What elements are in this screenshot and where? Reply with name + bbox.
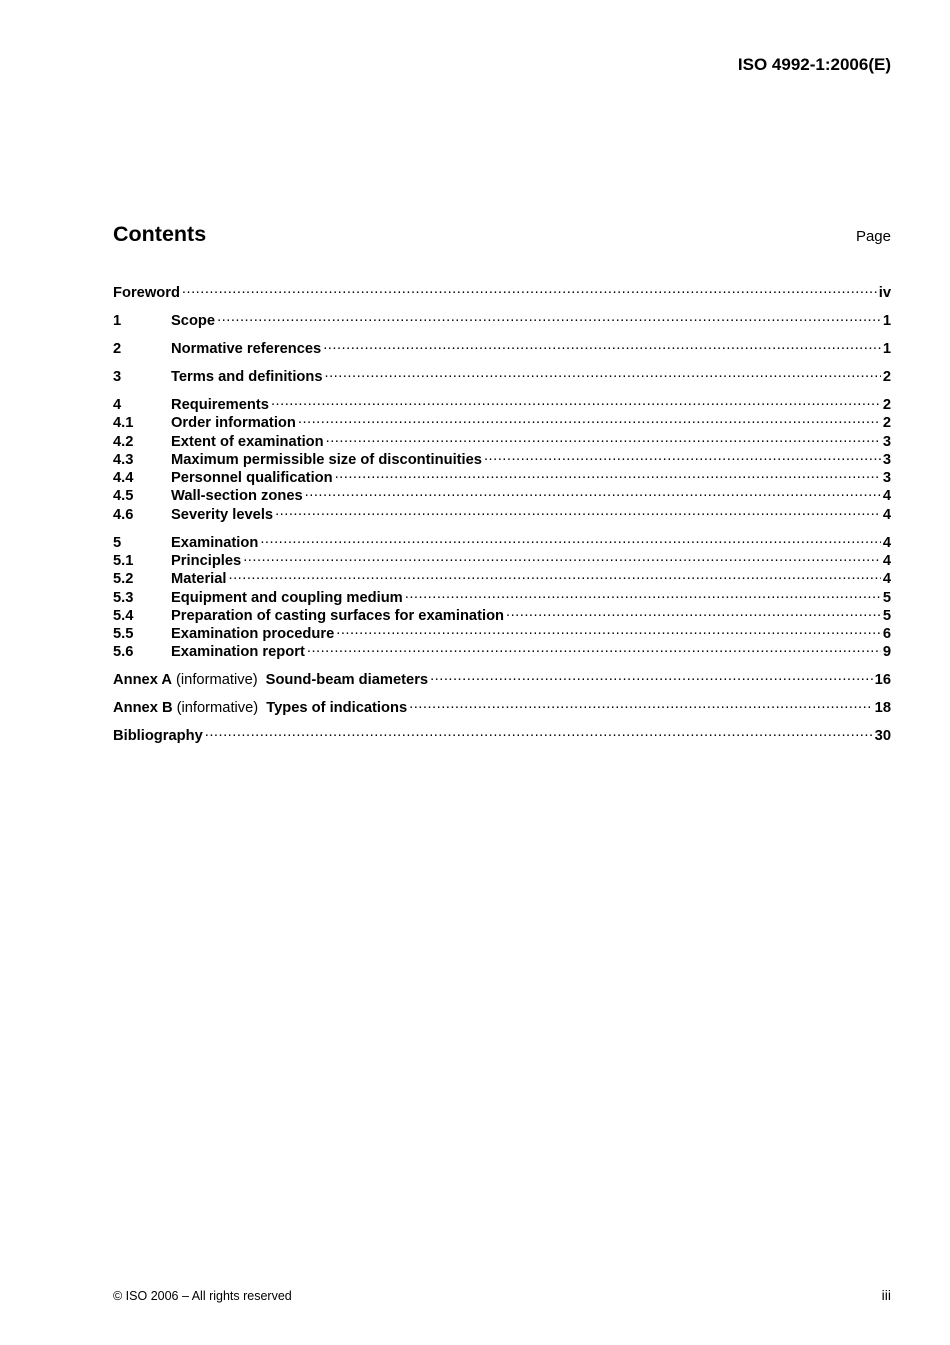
toc-entry-number: 4.5 [113, 488, 134, 505]
toc-entry-number: 5.6 [113, 644, 134, 661]
toc-entry-title: Sound-beam diameters [265, 672, 429, 689]
contents-title: Contents [113, 222, 207, 246]
toc-entry-number: 4.2 [113, 433, 134, 450]
toc-entry-number: 4.4 [113, 470, 134, 487]
toc-entry-annex-label: Annex B [113, 700, 173, 717]
dot-leader [260, 533, 880, 547]
toc-entry-number: 1 [113, 312, 122, 329]
toc-entry-examination-procedure[interactable] [113, 624, 891, 642]
dot-leader [325, 367, 881, 381]
toc-entry-title: Order information [171, 415, 296, 432]
dot-leader [205, 726, 873, 740]
toc-entry-title: Severity levels [171, 506, 274, 523]
toc-entry-severity-levels[interactable] [113, 505, 891, 523]
toc-entry-page: 4 [882, 534, 891, 551]
dot-leader [506, 606, 881, 620]
toc-entry-examination-report[interactable] [113, 642, 891, 660]
toc-entry-material[interactable] [113, 569, 891, 587]
toc-entry-annex-type: (informative) [176, 700, 259, 717]
toc-entry-page: 3 [882, 433, 891, 450]
toc-entry-page: 4 [882, 571, 891, 588]
dot-leader [307, 642, 881, 656]
toc-entry-page: 16 [874, 672, 891, 689]
toc-entry-foreword[interactable] [113, 283, 891, 301]
toc-entry-number: 5.4 [113, 607, 134, 624]
dot-leader [305, 486, 881, 500]
toc-entry-page: 2 [882, 415, 891, 432]
toc-entry-number: 4.6 [113, 506, 134, 523]
toc-entry-page: 6 [882, 626, 891, 643]
toc-entry-title: Examination procedure [171, 626, 335, 643]
toc-entry-title: Principles [171, 553, 242, 569]
toc-entry-page: 2 [882, 396, 891, 413]
footer-page-number: iii [881, 1287, 891, 1303]
toc-entry-page: 30 [874, 728, 891, 745]
toc-entry-annex-a[interactable] [113, 670, 891, 688]
toc-entry-page: iv [878, 285, 891, 301]
dot-leader [484, 450, 881, 464]
toc-entry-page: 1 [882, 312, 891, 329]
toc-entry-title: Scope [171, 312, 216, 329]
dot-leader [336, 624, 881, 638]
toc-entry-number: 5 [113, 534, 122, 551]
toc-entry-title: Examination report [171, 644, 305, 661]
toc-entry-number: 4 [113, 396, 122, 413]
toc-entry-annex-type: (informative) [176, 672, 258, 689]
toc-entry-equipment-and-coupling-medium[interactable] [113, 588, 891, 606]
toc-entry-title: Preparation of casting surfaces for examination [171, 607, 505, 624]
toc-entry-page: 5 [882, 589, 891, 606]
toc-entry-title: Material [171, 571, 227, 588]
footer-copyright: © ISO 2006 – All rights reserved [113, 1289, 292, 1303]
toc-entry-page: 5 [882, 607, 891, 624]
toc-entry-page: 1 [882, 340, 891, 357]
toc-entry-title: Equipment and coupling medium [171, 589, 403, 606]
toc-entry-order-information[interactable] [113, 413, 891, 431]
toc-entry-page: 9 [882, 644, 891, 661]
toc-entry-page: 3 [882, 470, 891, 487]
dot-leader [271, 395, 881, 409]
toc-entry-preparation-of-casting-surfaces[interactable] [113, 606, 891, 624]
toc-entry-page: 4 [882, 506, 891, 523]
toc-entry-number: 5.5 [113, 626, 134, 643]
toc-entry-title: Types of indications [266, 700, 408, 717]
dot-leader [409, 698, 873, 712]
toc-entry-title: Examination [171, 534, 259, 551]
toc-entry-annex-b[interactable] [113, 698, 891, 716]
toc-entry-annex-label: Annex A [113, 672, 173, 689]
toc-entry-title: Bibliography [113, 728, 203, 745]
toc-entry-examination[interactable] [113, 533, 891, 551]
toc-entry-title: Requirements [171, 396, 269, 413]
dot-leader [405, 588, 881, 602]
toc-entry-page: 18 [874, 700, 891, 717]
toc-entry-page: 2 [882, 368, 891, 385]
dot-leader [243, 551, 881, 565]
dot-leader [326, 432, 881, 446]
toc-entry-title: Extent of examination [171, 433, 324, 450]
dot-leader [182, 283, 877, 297]
dot-leader [335, 468, 881, 482]
document-code: ISO 4992-1:2006(E) [737, 55, 891, 74]
dot-leader [323, 339, 881, 353]
toc-entry-personnel-qualification[interactable] [113, 468, 891, 486]
toc-entry-title: Wall-section zones [171, 488, 303, 505]
toc-entry-number: 4.3 [113, 451, 134, 468]
page-column-label: Page [855, 228, 891, 245]
toc-entry-maximum-permissible-size[interactable] [113, 450, 891, 468]
toc-entry-normative-references[interactable] [113, 339, 891, 357]
toc-entry-title: Foreword [113, 285, 180, 301]
toc-entry-title: Personnel qualification [171, 470, 333, 487]
dot-leader [430, 670, 873, 684]
dot-leader [229, 569, 881, 583]
toc-entry-number: 5.2 [113, 571, 134, 588]
toc-entry-number: 3 [113, 368, 122, 385]
toc-entry-wall-section-zones[interactable] [113, 486, 891, 504]
toc-entry-bibliography[interactable] [113, 726, 891, 744]
contents-heading-row [113, 222, 891, 247]
toc-entry-scope[interactable] [113, 311, 891, 329]
toc-entry-page: 4 [882, 553, 891, 569]
toc-entry-number: 2 [113, 340, 122, 357]
table-of-contents [113, 283, 891, 745]
dot-leader [275, 505, 881, 519]
toc-entry-number: 5.3 [113, 589, 134, 606]
toc-entry-page: 4 [882, 488, 891, 505]
toc-entry-principles[interactable] [113, 551, 891, 569]
toc-entry-number: 5.1 [113, 553, 134, 569]
toc-entry-title: Maximum permissible size of discontinuities [171, 451, 482, 468]
toc-entry-title: Normative references [171, 340, 322, 357]
dot-leader [298, 413, 881, 427]
toc-entry-page: 3 [882, 451, 891, 468]
toc-entry-terms-and-definitions[interactable] [113, 367, 891, 385]
dot-leader [217, 311, 881, 325]
toc-entry-title: Terms and definitions [171, 368, 323, 385]
toc-entry-number: 4.1 [113, 415, 134, 432]
toc-entry-requirements[interactable] [113, 395, 891, 413]
toc-entry-extent-of-examination[interactable] [113, 432, 891, 450]
